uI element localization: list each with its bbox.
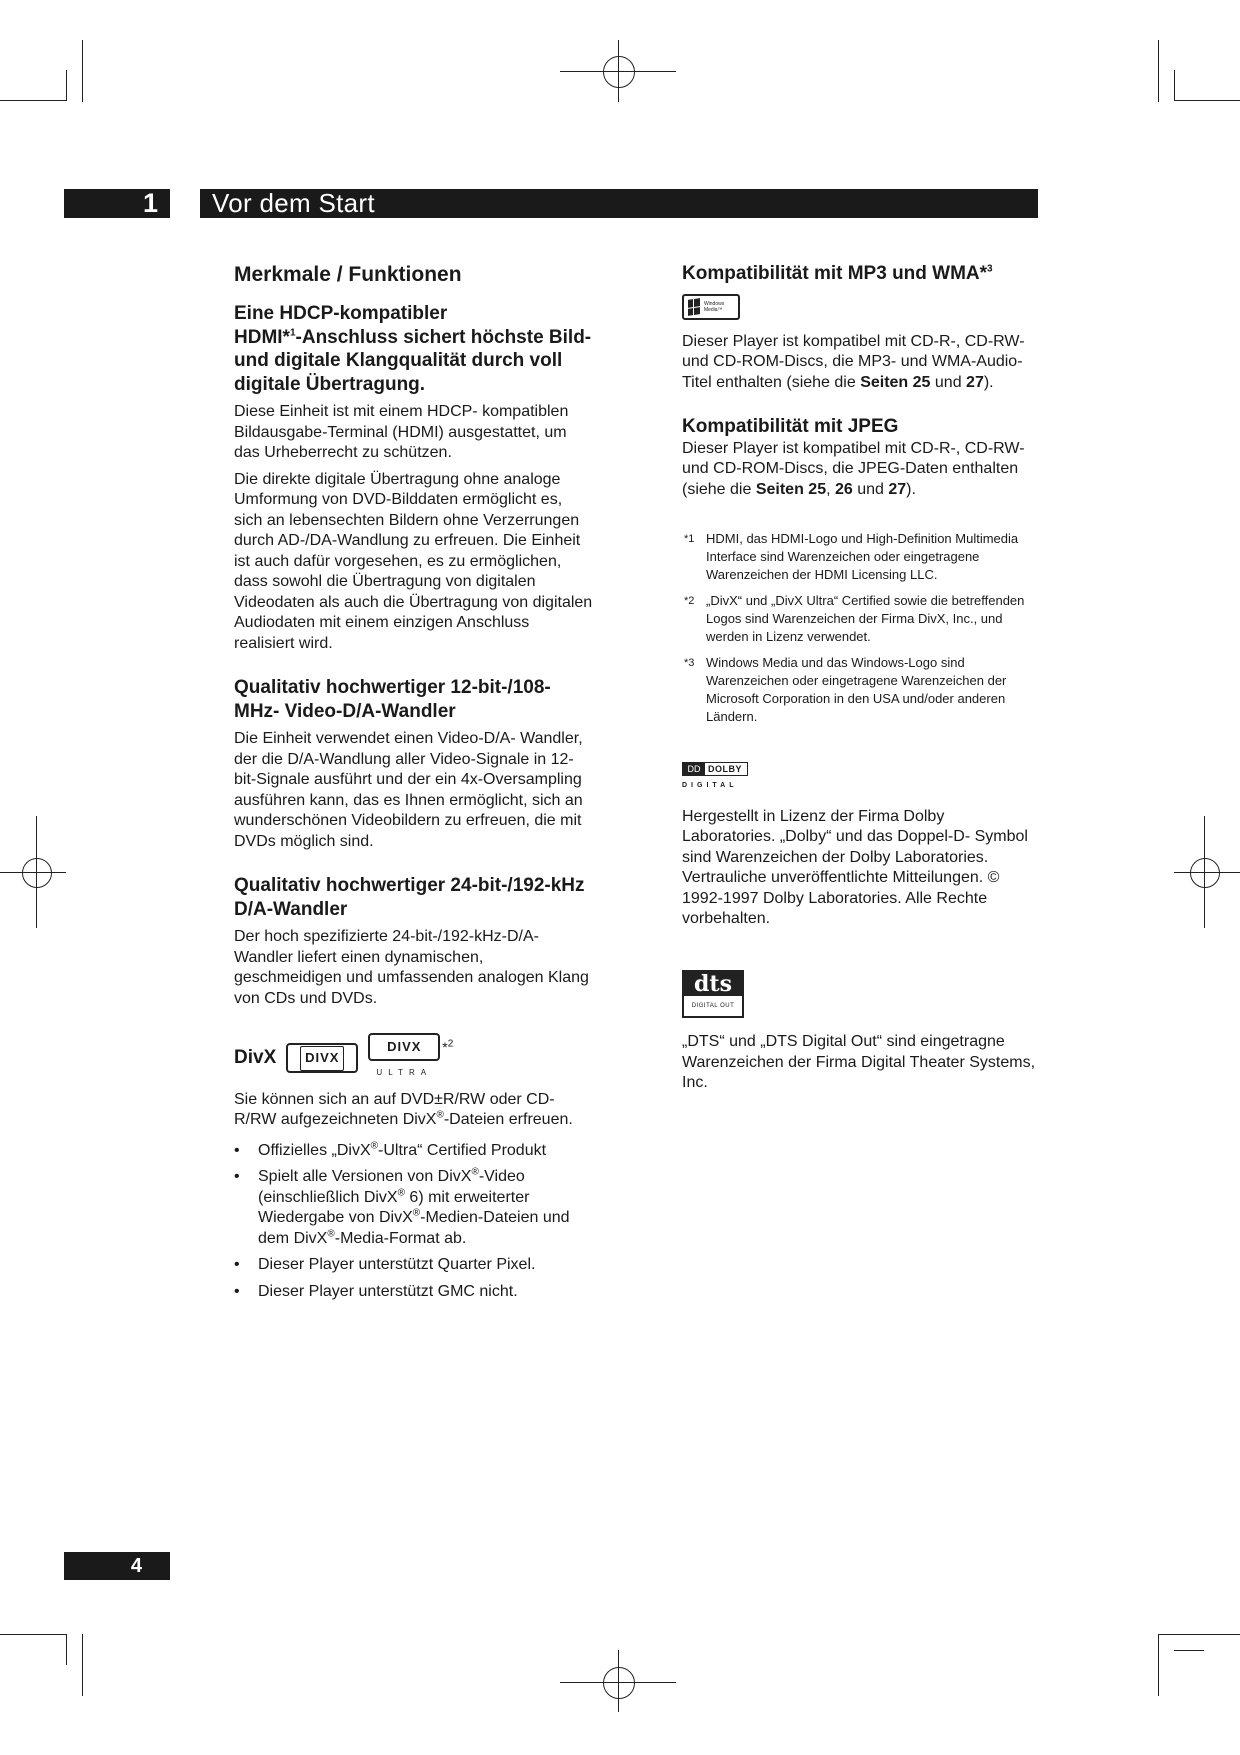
dolby-text: Hergestellt in Lizenz der Firma Dolby Laboratories. „Dolby“ und das Doppel-D- Symbol sind Warenzeichen der Dolby Laboratories. Vertrauliche unveröffentlichte Mitteilungen. © 1992-1997 Dolby Laboratories. Alle Rechte vorbehalten. xyxy=(682,807,1028,927)
jpeg-section xyxy=(682,415,1042,500)
mp3-title: Kompatibilität mit MP3 und WMA*$^3$ xyxy=(682,263,993,284)
divx-feature-list xyxy=(234,1141,594,1303)
list-item: • Dieser Player unterstützt GMC nicht. xyxy=(234,1282,594,1303)
windows-flag-icon xyxy=(688,298,700,316)
hdmi-text-1: Diese Einheit ist mit einem HDCP- kompatiblen Bildausgabe-Terminal (HDMI) ausgestattet, um das Urheberrecht zu schützen. xyxy=(234,403,569,461)
windows-media-logo: Windows Media™ xyxy=(682,294,740,320)
list-item: • Offizielles „DivX®-Ultra“ Certified Produkt xyxy=(234,1141,594,1162)
dolby-digital-logo: DD DOLBY DIGITAL xyxy=(682,762,748,797)
list-item: • Spielt alle Versionen von DivX®-Video (einschließlich DivX® 6) mit erweiterter Wiedergabe von DivX®-Medien-Dateien und dem DivX®-Media-Format ab. xyxy=(234,1167,594,1249)
divx-ultra-logo: DIVX ULTRA xyxy=(368,1033,440,1084)
list-item: • Dieser Player unterstützt Quarter Pixel. xyxy=(234,1255,594,1276)
footnote: *2 „DivX“ und „DivX Ultra“ Certified sowie die betreffenden Logos sind Warenzeichen der Firma DivX, Inc., und werden in Lizenz verwendet. xyxy=(684,593,1025,644)
divx-text: Sie können sich an auf DVD±R/RW oder CD-R/RW aufgezeichneten DivX®-Dateien erfreuen. xyxy=(234,1090,573,1128)
audio-dac-title: Qualitativ hochwertiger 24-bit-/192-kHz D/A-Wandler xyxy=(234,875,585,920)
left-column xyxy=(234,262,594,1308)
audio-dac-section xyxy=(234,874,594,1009)
hdmi-title: Eine HDCP-kompatibler HDMI*$^1$-Anschluss sichert höchste Bild- und digitale Klangqualität durch voll digitale Übertragung. xyxy=(234,303,592,395)
mp3-text: Dieser Player ist kompatibel mit CD-R-, CD-RW- und CD-ROM-Discs, die MP3- und WMA-Audio-Titel enthalten (siehe die Seiten 25 und 27). xyxy=(682,332,1025,391)
footnote: *3 Windows Media und das Windows-Logo sind Warenzeichen oder eingetragene Warenzeichen der Microsoft Corporation in den USA und/oder anderen Ländern. xyxy=(684,655,1007,724)
mp3-section xyxy=(682,262,1042,393)
right-column xyxy=(682,262,1042,1094)
divx-title: DivX xyxy=(234,1047,277,1068)
video-dac-title: Qualitativ hochwertiger 12-bit-/108-MHz- Video-D/A-Wandler xyxy=(234,677,551,722)
dts-logo: dts DIGITAL OUT xyxy=(682,970,744,1019)
footnote: *1 HDMI, das HDMI-Logo und High-Definition Multimedia Interface sind Warenzeichen oder eingetragene Warenzeichen der HDMI Licensing LLC. xyxy=(684,531,1019,582)
jpeg-title: Kompatibilität mit JPEG xyxy=(682,416,899,437)
divx-logo: DIVX xyxy=(286,1043,358,1073)
chapter-number: 1 xyxy=(64,189,170,218)
hdmi-text-2: Die direkte digitale Übertragung ohne analoge Umformung von DVD-Bilddaten ermöglicht es, sich an lebensechten Bildern ohne Verzerrungen durch AD-/DA-Wandlung zu erfreuen. Die Einheit ist auch dafür vorgesehen, es zu ermöglichen, dass sowohl die Übertragung von digitalen Videodaten als auch die Übertragung von digitalen Audiodaten mit einem einzigen Anschluss realisiert wird. xyxy=(234,470,593,652)
page-number: 4 xyxy=(64,1552,170,1580)
hdmi-section xyxy=(234,302,594,654)
audio-dac-text: Der hoch spezifizierte 24-bit-/192-kHz-D/A-Wandler liefert einen dynamischen, geschmeidigen und umfassenden analogen Klang von CDs und DVDs. xyxy=(234,928,589,1007)
divx-heading-row xyxy=(234,1033,594,1084)
video-dac-text: Die Einheit verwendet einen Video-D/A- Wandler, der die D/A-Wandlung aller Video-Signale in 12-bit-Signale ausführt und der ein 4x-Oversampling ausführen kann, das es Ihnen ermöglicht, sich an wunderschönen Videobildern zu erfreuen, die mit DVDs möglich sind. xyxy=(234,730,583,850)
divx-footnote-ref: *$^2$ xyxy=(442,1038,454,1055)
video-dac-section xyxy=(234,676,594,852)
footnotes xyxy=(682,530,1042,726)
section-heading: Merkmale / Funktionen xyxy=(234,263,462,286)
dts-text: „DTS“ und „DTS Digital Out“ sind eingetragne Warenzeichen der Firma Digital Theater Systems, Inc. xyxy=(682,1033,1036,1091)
jpeg-text: Dieser Player ist kompatibel mit CD-R-, CD-RW- und CD-ROM-Discs, die JPEG-Daten enthalten (siehe die Seiten 25, 26 und 27). xyxy=(682,439,1025,498)
chapter-title: Vor dem Start xyxy=(200,189,1038,218)
